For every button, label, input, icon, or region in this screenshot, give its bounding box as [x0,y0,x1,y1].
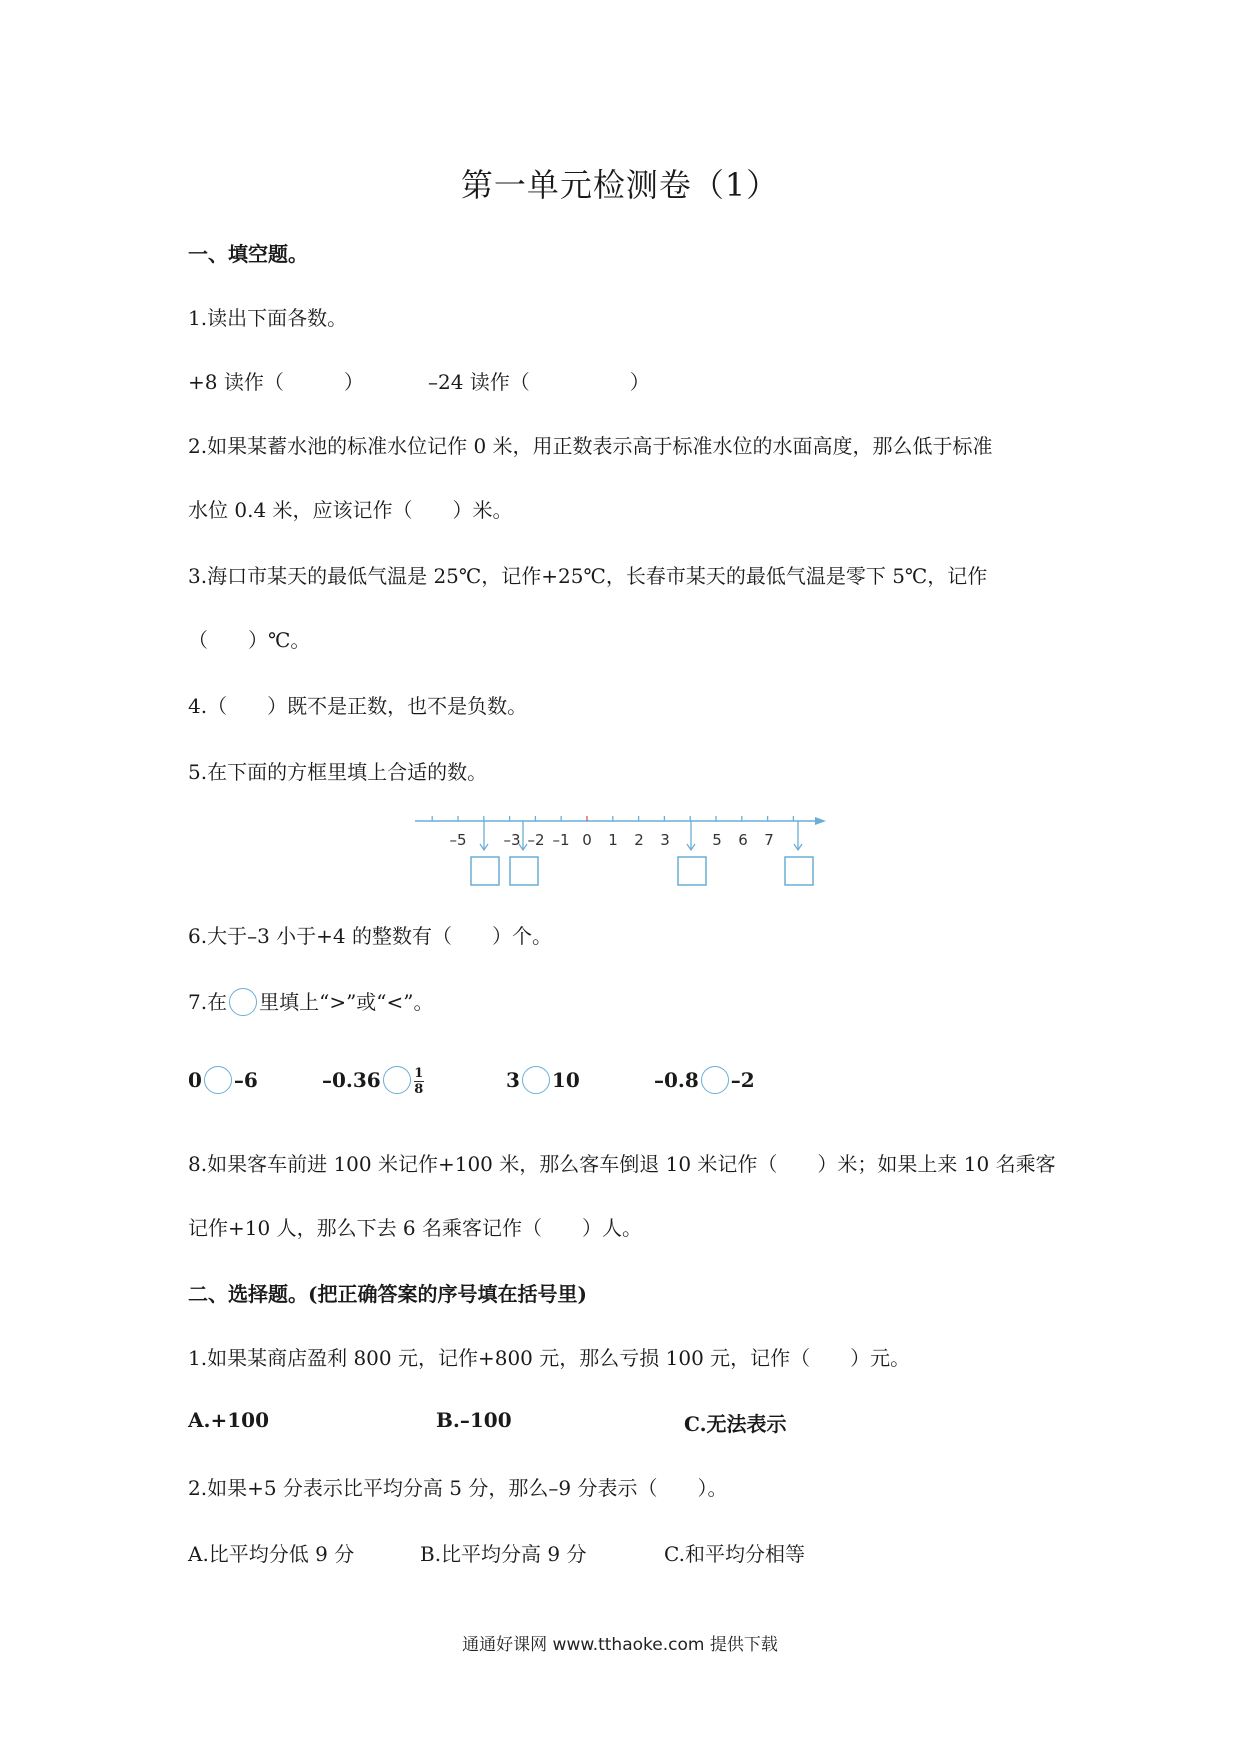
s2-q1-option-b[interactable]: B.–100 [436,1408,512,1432]
nl-label: –5 [449,831,467,849]
q7-item-3 [506,1066,580,1094]
q5-text: 5.在下面的方框里填上合适的数。 [188,760,488,784]
q3-line-2: （ ）℃。 [188,628,311,652]
section-2-heading: 二、选择题。(把正确答案的序号填在括号里) [188,1282,587,1306]
q7-right: –2 [730,1068,755,1092]
q7-item-4 [654,1066,755,1094]
q4-text: 4.（ ）既不是正数，也不是负数。 [188,694,528,718]
compare-circle[interactable] [522,1066,550,1094]
s2-q1-option-c[interactable]: C.无法表示 [684,1412,787,1436]
number-line-labels [449,831,773,849]
q7-item-1 [188,1066,258,1094]
q7-right: 10 [551,1068,580,1092]
number-line [410,805,830,890]
s2-q2-option-c[interactable]: C.和平均分相等 [664,1542,805,1566]
nl-label: –2 [527,831,545,849]
nl-label: –3 [503,831,521,849]
answer-box[interactable] [678,857,706,885]
number-line-arrowhead [815,817,826,825]
s2-q2-text: 2.如果+5 分表示比平均分高 5 分，那么–9 分表示（ ）。 [188,1476,728,1500]
nl-label: 5 [712,831,722,849]
s2-q2-option-a[interactable]: A.比平均分低 9 分 [188,1542,355,1566]
q1-item-2: –24 读作（ ） [428,370,650,394]
fraction [414,1067,424,1096]
answer-box[interactable] [471,857,499,885]
q7-instruction [188,986,434,1016]
q7-left: 3 [506,1068,520,1092]
section-1-heading: 一、填空题。 [188,242,308,266]
page-title: 第一单元检测卷（1） [460,166,780,204]
nl-label: –1 [552,831,570,849]
q7-pre: 7.在 [188,990,228,1014]
q7-post: 里填上“>”或“<”。 [259,990,434,1014]
s2-q1-option-a[interactable]: A.+100 [188,1408,269,1432]
q2-line-2: 水位 0.4 米，应该记作（ ）米。 [188,498,513,522]
nl-label: 1 [608,831,618,849]
q1-item-1: +8 读作（ ） [188,370,364,394]
s2-q1-text: 1.如果某商店盈利 800 元，记作+800 元，那么亏损 100 元，记作（ ）元。 [188,1346,911,1370]
q2-line-1: 2.如果某蓄水池的标准水位记作 0 米，用正数表示高于标准水位的水面高度，那么低于标准 [188,434,993,458]
q3-line-1: 3.海口市某天的最低气温是 25℃，记作+25℃，长春市某天的最低气温是零下 5℃，记作 [188,564,988,588]
q7-left: 0 [188,1068,202,1092]
q7-item-2 [322,1066,424,1096]
circle-icon [229,988,257,1016]
s2-q2-option-b[interactable]: B.比平均分高 9 分 [420,1542,587,1566]
q7-right: –6 [233,1068,258,1092]
q1-text: 1.读出下面各数。 [188,306,348,330]
q6-text: 6.大于–3 小于+4 的整数有（ ）个。 [188,924,553,948]
nl-label: 0 [582,831,592,849]
q7-left: –0.36 [322,1068,381,1092]
compare-circle[interactable] [701,1066,729,1094]
q7-left: –0.8 [654,1068,699,1092]
q8-line-2: 记作+10 人，那么下去 6 名乘客记作（ ）人。 [188,1216,643,1240]
answer-box[interactable] [510,857,538,885]
nl-label: 7 [764,831,774,849]
q8-line-1: 8.如果客车前进 100 米记作+100 米，那么客车倒退 10 米记作（ ）米；如果上来 10 名乘客 [188,1152,1056,1176]
answer-box[interactable] [785,857,813,885]
compare-circle[interactable] [204,1066,232,1094]
nl-label: 3 [660,831,670,849]
nl-label: 6 [738,831,748,849]
nl-label: 2 [634,831,644,849]
footer-credit: 通通好课网 www.tthaoke.com 提供下载 [462,1635,778,1655]
frac-num: 1 [414,1066,424,1081]
frac-den: 8 [414,1082,424,1097]
compare-circle[interactable] [383,1066,411,1094]
